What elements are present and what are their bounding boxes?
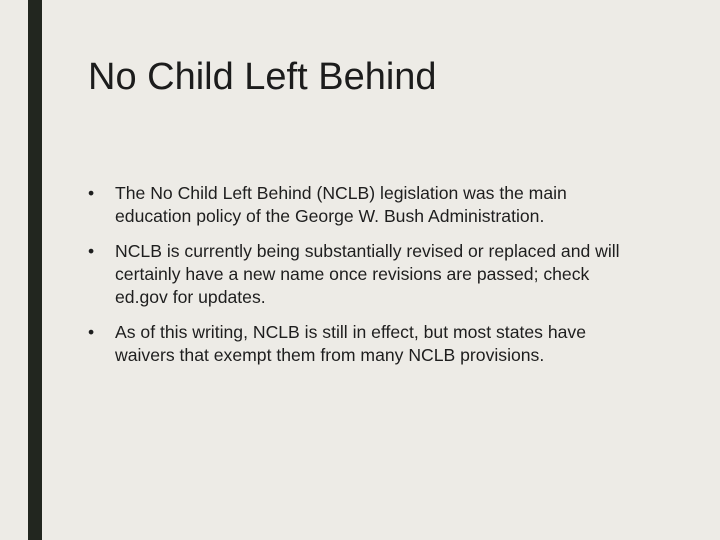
bullet-item [88,182,628,228]
bullet-item [88,321,628,367]
bullet-text-pre: As of this writing, NCLB is still in effect, but most states have waivers that exempt them from many NCLB provisions. [115,322,586,365]
bullet-text-pre: The [115,183,151,203]
bullet-text-post: legislation was the main education policy of the George W. Bush Administration. [115,183,567,226]
bullet-item [88,240,628,309]
bullet-text-emphasis: No Child Left Behind (NCLB) [150,183,376,203]
bullet-symbol: • [88,241,95,261]
bullet-symbol: • [88,322,95,342]
bullet-list [88,182,628,379]
slide-title: No Child Left Behind [88,56,437,98]
bullet-text-pre: NCLB is currently being substantially revised or replaced and will certainly have a new name once revisions are passed; check ed.gov for updates. [115,241,620,307]
bullet-symbol: • [88,183,95,203]
left-accent-bar [28,0,42,540]
